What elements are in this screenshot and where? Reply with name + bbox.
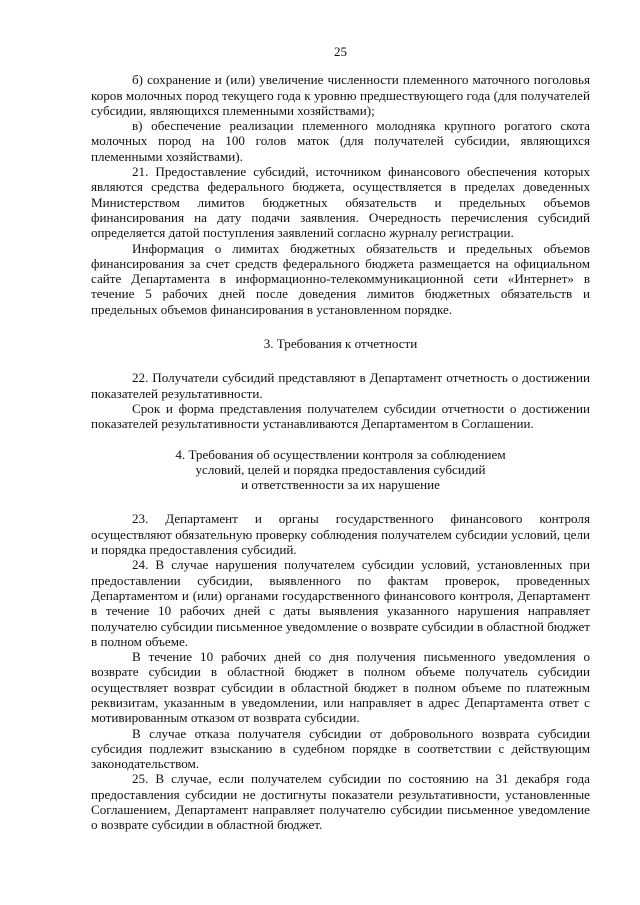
section-4-heading — [91, 447, 590, 493]
paragraph-refund-deadline: В течение 10 рабочих дней со дня получения письменного уведомления о возврате субсидии в областной бюджет в полном объеме получатель субсидии осуществляет возврат субсидии в областной бюджет в полном объеме по платежным реквизитам, указанным в уведомлении, или направляет в адрес Департамента ответ с мотивированным отказом от возврата субсидии. — [91, 649, 590, 726]
paragraph-reporting-terms: Срок и форма представления получателем субсидии отчетности о достижении показателей результативности устанавливаются Департаментом в Соглашении. — [91, 400, 590, 432]
section-4-heading-line: условий, целей и порядка предоставления субсидий — [195, 461, 486, 477]
paragraph-23: 23. Департамент и органы государственного финансового контроля осуществляют обязательную проверку соблюдения получателем субсидии условий, цели и порядка предоставления субсидий. — [91, 511, 590, 558]
paragraph-v: в) обеспечение реализации племенного молодняка крупного рогатого скота молочных пород на 100 голов маток (для получателей субсидии, являющихся племенными хозяйствами). — [91, 118, 590, 164]
paragraph-limits-info: Информация о лимитах бюджетных обязательств и предельных объемов финансирования за счет средств федерального бюджета размещается на официальном сайте Департамента в информационно-телекоммуникационной сети «Интернет» в течение 5 рабочих дней после доведения лимитов бюджетных обязательств и предельных объемов финансирования в установленном порядке. — [91, 240, 590, 317]
paragraph-b: б) сохранение и (или) увеличение численности племенного маточного поголовья коров молочных пород текущего года к уровню предшествующего года (для получателей субсидии, являющихся племенными хозяйствами); — [91, 72, 590, 118]
paragraph-24: 24. В случае нарушения получателем субсидии условий, установленных при предоставлении субсидии, выявленного по фактам проверок, проведенных Департаментом и (или) органами государственного финансового контроля, Департамент в течение 10 рабочих дней с даты выявления указанного нарушения направляет получателю субсидии письменное уведомление о возврате субсидии в областной бюджет в полном объеме. — [91, 557, 590, 649]
section-3-heading: 3. Требования к отчетности — [263, 336, 418, 352]
paragraph-refusal: В случае отказа получателя субсидии от добровольного возврата субсидии субсидия подлежит взысканию в судебном порядке в соответствии с действующим законодательством. — [91, 725, 590, 772]
paragraph-22: 22. Получатели субсидий представляют в Департамент отчетность о достижении показателей результативности. — [91, 370, 590, 401]
page-number: 25 — [333, 44, 348, 59]
paragraph-21: 21. Предоставление субсидий, источником финансового обеспечения которых являются средства федерального бюджета, осуществляется в пределах доведенных Министерством лимитов бюджетных обязательств и предельных объемов финансирования на дату подачи заявления. Очередность перечисления субсидий определяется датой поступления заявлений согласно журналу регистрации. — [91, 164, 590, 241]
section-4-heading-line: и ответственности за их нарушение — [241, 477, 440, 493]
section-4-heading-line: 4. Требования об осуществлении контроля за соблюдением — [175, 446, 506, 462]
paragraph-25: 25. В случае, если получателем субсидии по состоянию на 31 декабря года предоставления субсидии не достигнуты показатели результативности, установленные Соглашением, Департамент направляет получателю субсидии письменное уведомление о возврате субсидии в областной бюджет. — [91, 771, 590, 833]
